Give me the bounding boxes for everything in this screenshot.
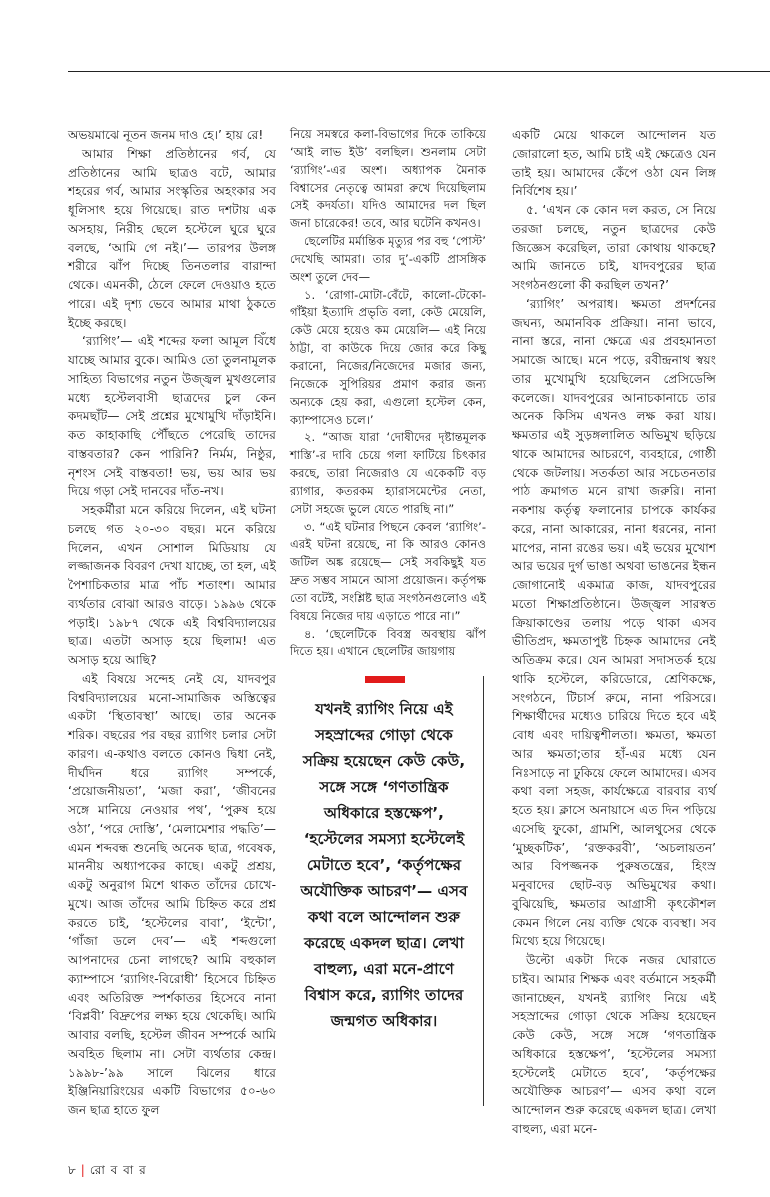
footer-separator: | — [80, 1163, 86, 1177]
paragraph: এই বিষয়ে সন্দেহ নেই যে, যাদবপুর বিশ্ববিদ্যালয়ের মনো-সামাজিক অস্তিত্বের একটা ‘স্থিতাবস্থা’ আছে। তার অনেক শরিক। বছরের পর বছর র‌্যাগিং চলার সেটা কারণ। এ-কথাও বলতে কোনও দ্বিধা নেই, দীর্ঘদিন ধরে র‌্যাগিং সম্পর্কে, ‘প্রয়োজনীয়তা’, ‘মজা করা’, ‘জীবনের সঙ্গে মানিয়ে নেওয়ার পথ’, ‘পুরুষ হয়ে ওঠা’, ‘পরে দোস্তি’, ‘মেলামেশার পদ্ধতি’— এমন শব্দবন্ধ শুনেছি অনেক ছাত্র, গবেষক, মাননীয় অধ্যাপকের কাছে। একটু প্রশ্রয়, একটু অনুরাগ মিশে থাকত তাঁদের চোখে-মুখে। আজ তাঁদের আমি চিহ্নিত করে প্রশ্ন করতে চাই, ‘হস্টেলের বাবা’, ‘ইন্টো’, ‘গাঁজা ডলে দেব’— এই শব্দগুলো আপনাদের চেনা লাগছে? আমি বহুকাল ক্যাম্পাসে ‘র‌্যাগিং-বিরোধী’ হিসেবে চিহ্নিত এবং অতিরিক্ত স্পর্শকাতর হিসেবে নানা ‘বিপ্লবী’ বিদ্রুপের লক্ষ্য হয়ে থেকেছি। আমি আবার বলছি, হস্টেল জীবন সম্পর্কে আমি অবহিত ছিলাম না। সেটা ব্যর্থতার কেন্দ্র। ১৯৯৮-’৯৯ সালে ঝিলের ধারে ইঞ্জিনিয়ারিংয়ের একটি বিভাগের ৫০-৬০ জন ছাত্র হাতে ফুল — [68, 671, 276, 1117]
paragraph: ১. ‘রোগা-মোটা-বেঁটে, কালো-টেকো-গাঁইয়া ইত্যাদি প্রভৃতি বলা, কেউ মেয়েলি, কেউ মেয়ে হয়েও কম মেয়েলি— এই নিয়ে ঠাট্টা, বা কাউকে দিয়ে জোর করে কিছু করানো, নিজের/নিজেদের মজার জন্য, নিজেকে সুপিরিয়র প্রমাণ করার জন্য অন্যকে হেয় করা, এগুলো হস্টেল কেন, ক্যাম্পাসেও চলে।’ — [290, 287, 486, 427]
paragraph: ৩. “এই ঘটনার পিছনে কেবল ‘র‌্যাগিং’-এরই ঘটনা রয়েছে, না কি আরও কোনও জটিল অঙ্ক রয়েছে— সেই সবকিছুই যত দ্রুত সম্ভব সামনে আসা প্রয়োজন। কর্তৃপক্ষ তো বটেই, সংশ্লিষ্ট ছাত্র সংগঠনগুলোও এই বিষয়ে নিজের দায় এড়াতে পারে না।” — [290, 519, 486, 623]
paragraph: সহকর্মীরা মনে করিয়ে দিলেন, এই ঘটনা চলছে গত ২০-৩০ বছর। মনে করিয়ে দিলেন, এখন সোশাল মিডিয়ায় যে লজ্জাজনক বিবরণ দেখা যাচ্ছে, তা হল, এই পৈশাচিকতার মাত্র পাঁচ শতাংশ। আমার ব্যর্থতার বোঝা আরও বাড়ে। ১৯৯৬ থেকে পড়াই। ১৯৮৭ থেকে এই বিশ্ববিদ্যালয়ের ছাত্র। এতটা অসাড় হয়ে ছিলাম! এত অসাড় হয়ে আছি? — [68, 503, 276, 667]
paragraph: আমার শিক্ষা প্রতিষ্ঠানের গর্ব, যে প্রতিষ্ঠানের আমি ছাত্রও বটে, আমার শহরের গর্ব, আমার সংস্কৃতির অহংকার সব ধূলিসাৎ হয়ে গিয়েছে। রাত দশটায় এক অসহায়, নিরীহ ছেলে হস্টেলে ঘুরে ঘুরে বলছে, ‘আমি গে নই।’— তারপর উলঙ্গ শরীরে ঝাঁপ দিচ্ছে তিনতলার বারান্দা থেকে। এমনকী, ঠেলে ফেলে দেওয়াও হতে পারে। এই দৃশ্য ভেবে আমার মাথা ঠুকতে ইচ্ছে করছে। — [68, 146, 276, 330]
article-column-2 — [290, 126, 486, 661]
paragraph: ‘র‌্যাগিং’— এই শব্দের ফলা আমূল বিঁধে যাচ্ছে আমার বুকে। আমিও তো তুলনামূলক সাহিত্য বিভাগের নতুন উজ্জ্বল মুখগুলোর মধ্যে হস্টেলবাসী ছাত্রদের চুল কেন কদমছাঁট— সেই প্রশ্নের মুখোমুখি দাঁড়াইনি। কত কাহাকাছি পৌঁছতে পেরেছি তাদের বাস্তবতার? কেন পারিনি? নির্মম, নিষ্ঠুর, নৃশংস সেই বাস্তবতা! ভয়, ভয় আর ভয় দিয়ে গড়া সেই দানবের দাঁত-নখ। — [68, 334, 276, 499]
paragraph: ৪. ‘ছেলেটিকে বিবস্ত্র অবস্থায় ঝাঁপ দিতে হয়। এখানে ছেলেটির জায়গায় — [290, 626, 486, 659]
header-rule — [68, 71, 770, 72]
paragraph: ‘র‌্যাগিং’ অপরাধ। ক্ষমতা প্রদর্শনের জঘন্য, অমানবিক প্রক্রিয়া। নানা ভাবে, নানা স্তরে, নানা ক্ষেত্রে এর প্রবহমানতা সমাজে আছে। মনে পড়ে, রবীন্দ্রনাথ স্বয়ং তার মুখোমুখি হয়েছিলেন প্রেসিডেন্সি কলেজে। যাদবপুরের আনাচকানাচে তার অনেক কিসিম এখনও লক্ষ করা যায়। ক্ষমতার এই সুড়ঙ্গলালিত অভিমুখ ছড়িয়ে থাকে আমাদের আচরণে, ব্যবহারে, গোষ্ঠী থেকে জটলায়। সতর্কতা আর সচেতনতার পাঠ ক্রমাগত মনে রাখা জরুরি। নানা নকশায় কর্তৃত্ব ফলানোর চাপকে কার্যকর করে, নানা আকারের, নানা ধরনের, নানা মাপের, নানা রঙের ভয়। এই ভয়ের মুখোশ আর ভয়ের দুর্গ ভাঙা অথবা ভাঙনের ইন্ধন জোগানোই একমাত্র কাজ, যাদবপুরের মতো শিক্ষাপ্রতিষ্ঠানে। উজ্জ্বল সারস্বত ক্রিয়াকাণ্ডের তলায় পড়ে থাকা এসব ভীতিপ্রদ, ক্ষমতাপুষ্ট চিহ্নক আমাদের নেই অতিক্রম করে। যেন আমরা সদাসতর্ক হয়ে থাকি হস্টেলে, করিডোরে, শ্রেণিকক্ষে, সংগঠনে, টিচার্স রুমে, নানা পরিসরে। শিক্ষার্থীদের মধ্যেও চারিয়ে দিতে হবে এই বোধ এবং দায়িত্বশীলতা। ক্ষমতা, ক্ষমতা আর ক্ষমতা;তার হাঁ-এর মধ্যে যেন নিঃসাড়ে না ঢুকিয়ে ফেলে আমাদের। এসব কথা বলা সহজ, কার্যক্ষেত্রে বারবার ব্যর্থ হতে হয়। ক্লাসে অনায়াসে এত দিন পড়িয়ে এসেছি ফুকো, গ্রামশি, আলথুসের থেকে ‘মুচ্ছকটিক’, ‘রক্তকরবী’, ‘অচলায়তন’ আর বিপজ্জনক পুরুষতন্ত্রের, হিংস্র মনুবাদের ছোট-বড় অভিমুখের কথা। বুঝিয়েছি, ক্ষমতার আগ্রাসী কৃৎকৌশল কেমন গিলে নেয় ব্যক্তি থেকে ব্যবস্থা। সব মিথ্যে হয়ে গিয়েছে। — [512, 296, 716, 949]
paragraph: উল্টো একটা দিকে নজর ঘোরাতে চাইব। আমার শিক্ষক এবং বর্তমানে সহকর্মী জানাচ্ছেন, যখনই র‌্যাগিং নিয়ে এই সহস্রাব্দের গোড়া থেকে সক্রিয় হয়েছেন কেউ কেউ, সঙ্গে সঙ্গে ‘গণতান্ত্রিক অধিকারে হস্তক্ষেপ’, ‘হস্টেলের সমস্যা হস্টেলেই মেটাতে হবে’, ‘কর্তৃপক্ষের অযৌক্তিক আচরণ’— এসব কথা বলে আন্দোলন শুরু করেছে একদল ছাত্র। লেখা বাহুল্য, এরা মনে- — [512, 953, 716, 1136]
section-name: রো ব বা র — [89, 1163, 147, 1177]
page-footer — [68, 1162, 147, 1182]
paragraph: অভয়মাঝে নূতন জনম দাও হে।’ হায় রে! — [68, 128, 264, 142]
article-column-3 — [512, 126, 716, 1139]
paragraph: ২. “আজ যারা ‘দোষীদের দৃষ্টান্তমূলক শাস্তি’-র দাবি চেয়ে গলা ফাটিয়ে চিৎকার করছে, তারা নিজেরাও যে একেকটি বড় র‌্যাগার, কতরকম হ্যারাসমেন্টের নেতা, সেটা সহজে ভুলে যেতে পারছি না।” — [290, 430, 486, 516]
pull-quote-box — [287, 676, 484, 1106]
paragraph: নিয়ে সমস্বরে কলা-বিভাগের দিকে তাকিয়ে ‘আই লাভ ইউ’ বলছিল। শুনলাম সেটা ‘র‌্যাগিং’-এর অংশ। অধ্যাপক মৈনাক বিশ্বাসের নেতৃত্বে আমরা রুখে দিয়েছিলাম সেই কদর্যতা। যদিও আমাদের দল ছিল জনা চারেকের! তবে, আর ঘটেনি কখনও। — [290, 127, 486, 231]
pull-quote-text: যখনই র‌্যাগিং নিয়ে এই সহস্রাব্দের গোড়া থেকে সক্রিয় হয়েছেন কেউ কেউ, সঙ্গে সঙ্গে ‘গণতান্ত্রিক অধিকারে হস্তক্ষেপ’, ‘হস্টেলের সমস্যা হস্টেলেই মেটাতে হবে’, ‘কর্তৃপক্ষের অযৌক্তিক আচরণ’— এসব কথা বলে আন্দোলন শুরু করেছে একদল ছাত্র। লেখা বাহুল্য, এরা মনে-প্রাণে বিশ্বাস করে, র‌্যাগিং তাদের জন্মগত অধিকার। — [300, 700, 468, 1030]
paragraph: একটি মেয়ে থাকলে আন্দোলন যত জোরালো হত, আমি চাই এই ক্ষেত্রেও যেন তাই হয়। আমাদের কেঁপে ওঠা যেন লিঙ্গ নির্বিশেষ হয়।’ — [512, 128, 716, 199]
page-number: ৮ — [68, 1163, 77, 1177]
pull-quote-accent-bar — [365, 676, 405, 683]
paragraph: ৫. ‘এখন কে কোন দল করত, সে নিয়ে তরজা চলছে, নতুন ছাত্রদের কেউ জিজ্ঞেস করেছিল, তারা কোথায় থাকছে? আমি জানতে চাই, যাদবপুরের ছাত্র সংগঠনগুলো কী করছিল তখন?’ — [512, 203, 716, 292]
paragraph: ছেলেটির মর্মান্তিক মৃত্যুর পর বহু ‘পোস্ট’ দেখেছি আমরা। তার দু’-একটি প্রাসঙ্গিক অংশ তুলে দেব— — [290, 234, 486, 284]
article-column-1 — [68, 126, 276, 1120]
